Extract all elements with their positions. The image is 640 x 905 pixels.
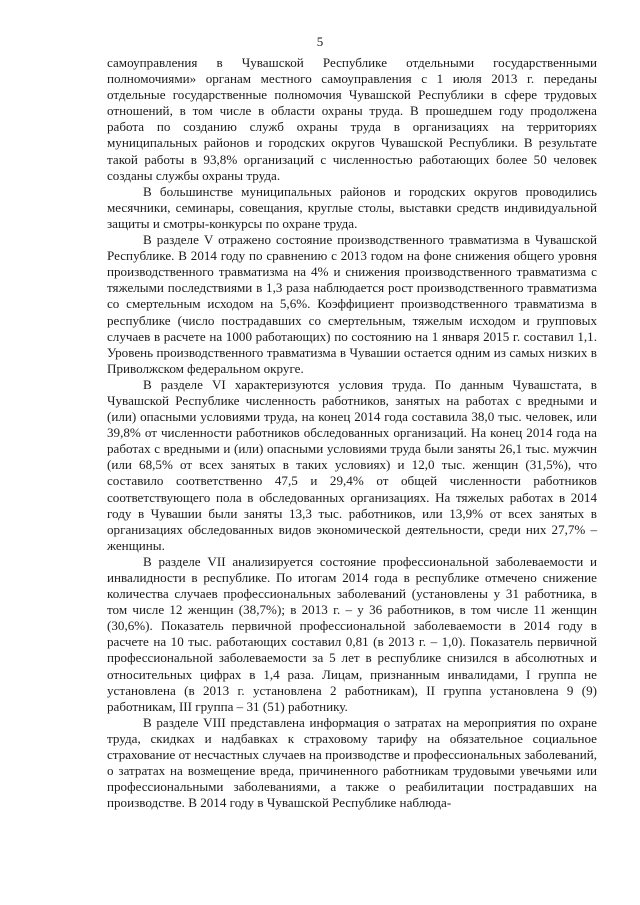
paragraph-continuation: самоуправления в Чувашской Республике отдельными государственными полномочиями» органам местного самоуправления с 1 июля 2013 г. переданы отдельные государственные полномочия Чувашской Республики в сфере трудовых отношений, в том числе в области охраны труда. В прошедшем году продолжена работа по созданию служб охраны труда в организациях на территориях муниципальных районов и городских округов Чувашской Республики. В результате такой работы в 93,8% организаций с численностью работающих более 50 человек созданы службы охраны труда. <box>107 55 597 183</box>
paragraph-section-viii: В разделе VIII представлена информация о затратах на мероприятия по охране труда, скидках и надбавках к страховому тарифу на обязательное социальное страхование от несчастных случаев на производстве и профессиональных заболеваний, о затратах на возмещение вреда, причиненного работникам трудовыми увечьями или профессиональными заболеваниями, а также о реабилитации пострадавших на производстве. В 2014 году в Чувашской Республике наблюда- <box>107 714 597 811</box>
paragraph-events: В большинстве муниципальных районов и городских округов проводились месячники, семинары, совещания, круглые столы, выставки средств индивидуальной защиты и смотры-конкурсы по охране труда. <box>107 183 597 231</box>
paragraph-section-vi: В разделе VI характеризуются условия труда. По данным Чувашстата, в Чувашской Республике численность работников, занятых на работах с вредными и (или) опасными условиями труда, на конец 2014 года составила 38,0 тыс. человек, или 39,8% от численности работников обследованных организаций. На конец 2014 года на работах с вредными и (или) опасными условиями труда были заняты 26,1 тыс. мужчин (или 68,5% от всех занятых в таких условиях) и 12,0 тыс. женщин (31,5%), что составило соответственно 47,5 и 29,4% от общей численности работников соответствующего пола в обследованных организациях. На тяжелых работах в 2014 году в Чувашии были заняты 13,3 тыс. работников, или 13,9% от всех занятых в организациях обследованных видов экономической деятельности, среди них 27,7% – женщины. <box>107 376 597 553</box>
paragraph-section-v: В разделе V отражено состояние производственного травматизма в Чувашской Республике. В 2014 году по сравнению с 2013 годом на фоне снижения общего уровня производственного травматизма на 4% и снижения производственного травматизма с тяжелыми последствиями в 1,3 раза наблюдается рост производственного травматизма со смертельным исходом на 5,6%. Коэффициент производственного травматизма в республике (число пострадавших со смертельным, тяжелым исходом и групповых случаев в расчете на 1000 работающих) по состоянию на 1 января 2015 г. составил 1,1. Уровень производственного травматизма в Чувашии остается одним из самых низких в Приволжском федеральном округе. <box>107 232 597 376</box>
document-body <box>107 55 597 811</box>
paragraph-section-vii: В разделе VII анализируется состояние профессиональной заболеваемости и инвалидности в республике. По итогам 2014 года в республике отмечено снижение количества случаев профессиональных заболеваний (установлены у 31 работника, в том числе 12 женщин (38,7%); в 2013 г. – у 36 работников, в том числе 11 женщин (30,6%). Показатель первичной профессиональной заболеваемости в 2014 году в расчете на 10 тыс. работающих составил 0,81 (в 2013 г. – 1,0). Показатель первичной профессиональной заболеваемости за 5 лет в республике снизился в абсолютных и относительных цифрах в 1,4 раза. Лицам, признанным инвалидами, I группа не установлена (в 2013 г. установлена 2 работникам), II группа установлена 9 (9) работникам, III группа – 31 (51) работнику. <box>107 553 597 714</box>
page-number: 5 <box>316 34 324 49</box>
